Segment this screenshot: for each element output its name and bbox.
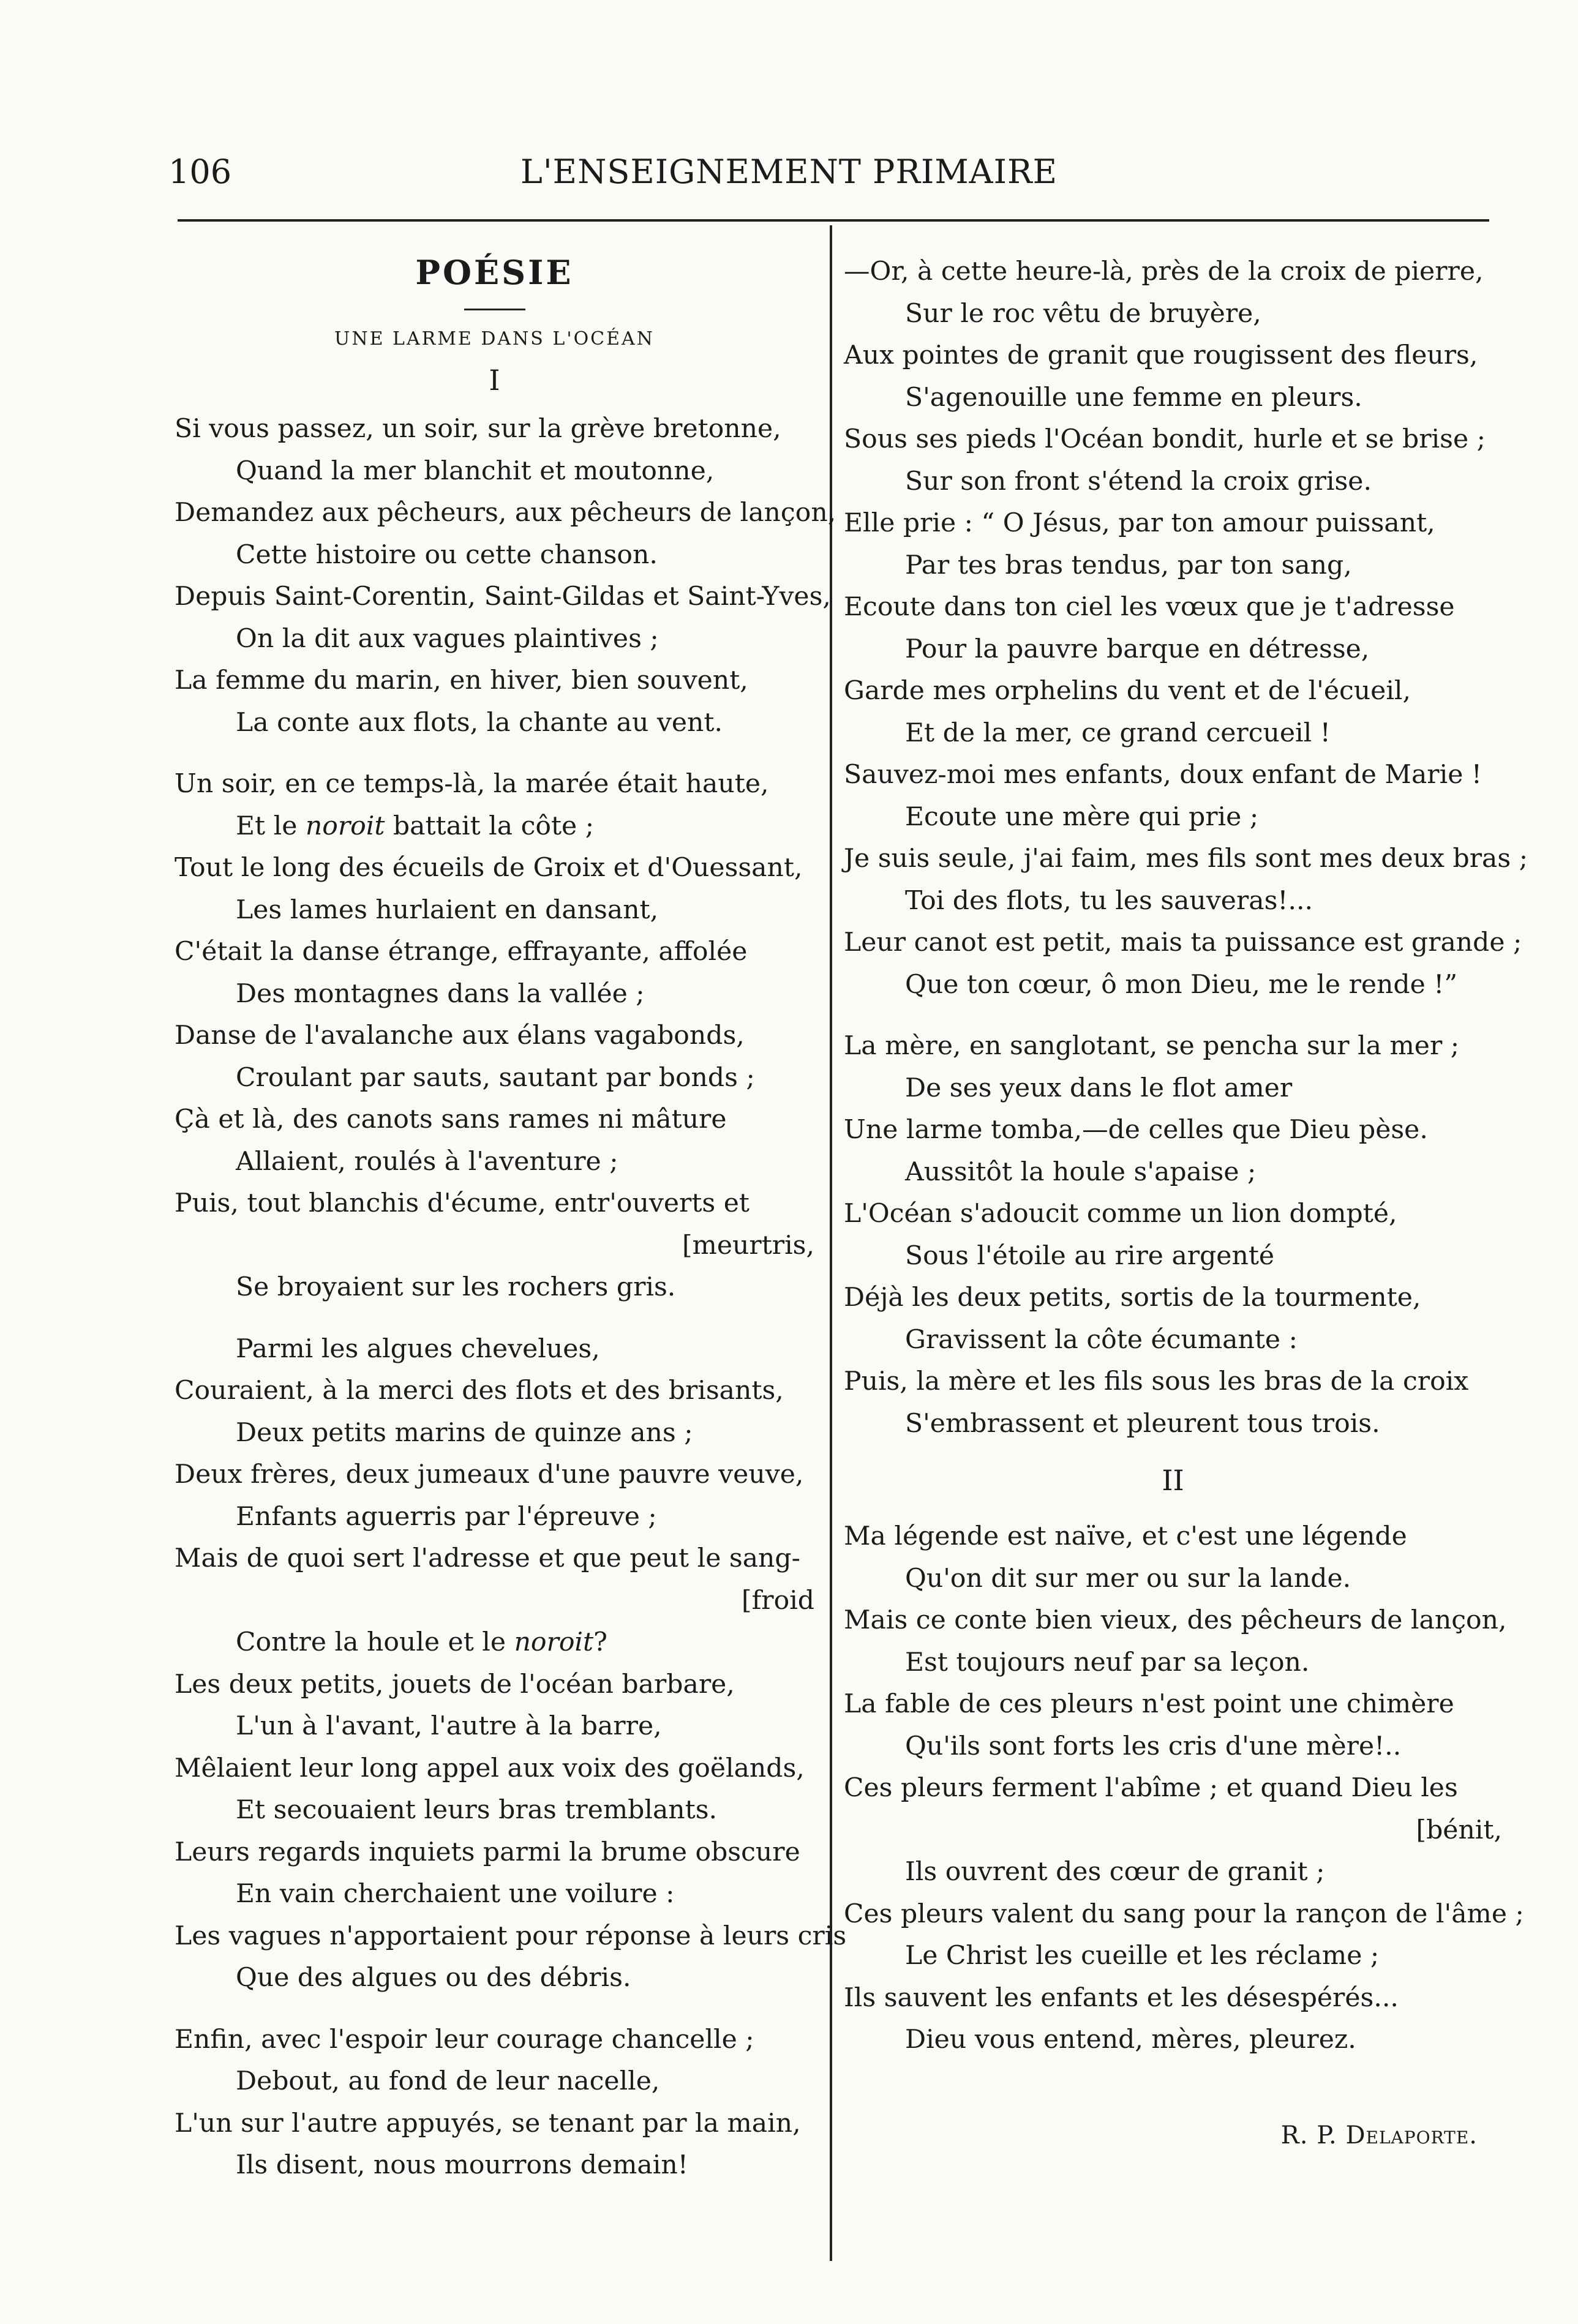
verse-line: L'un à l'avant, l'autre à la barre, — [236, 1711, 662, 1741]
verse-line: On la dit aux vagues plaintives ; — [236, 623, 659, 654]
verse-line: Sur son front s'étend la croix grise. — [905, 466, 1372, 497]
verse-line: [meurtris, — [682, 1230, 814, 1261]
verse-line: Danse de l'avalanche aux élans vagabonds, — [175, 1021, 745, 1051]
verse-line: Mais ce conte bien vieux, des pêcheurs de lançon, — [844, 1605, 1507, 1635]
verse-line: Sur le roc vêtu de bruyère, — [905, 298, 1261, 329]
verse-line: Puis, tout blanchis d'écume, entr'ouverts et — [175, 1188, 750, 1218]
verse-line: Et secouaient leurs bras tremblants. — [236, 1795, 718, 1825]
verse-line: Les lames hurlaient en dansant, — [236, 894, 659, 925]
verse-line: Ecoute une mère qui prie ; — [905, 801, 1259, 832]
verse-line: Les deux petits, jouets de l'océan barbare, — [175, 1669, 735, 1700]
verse-line: Pour la pauvre barque en détresse, — [905, 634, 1370, 664]
page-number: 106 — [168, 152, 232, 191]
verse-line: Sous ses pieds l'Océan bondit, hurle et se brise ; — [844, 424, 1486, 454]
verse-line: Déjà les deux petits, sortis de la tourmente, — [844, 1283, 1421, 1313]
left-column — [175, 251, 847, 2187]
verse-line: —Or, à cette heure-là, près de la croix de pierre, — [844, 257, 1484, 287]
verse-line: Une larme tomba,—de celles que Dieu pèse. — [844, 1115, 1428, 1145]
verse-line: Je suis seule, j'ai faim, mes fils sont mes deux bras ; — [844, 844, 1528, 874]
part-number-2: II — [1162, 1464, 1184, 1497]
verse-line: Cette histoire ou cette chanson. — [236, 539, 658, 570]
verse-line: L'Océan s'adoucit comme un lion dompté, — [844, 1199, 1397, 1229]
verse-line: Un soir, en ce temps-là, la marée était haute, — [175, 769, 769, 799]
verse-line: Sous l'étoile au rire argenté — [905, 1240, 1275, 1271]
right-stanzas-part1 — [844, 251, 1528, 1445]
verse-line: Par tes bras tendus, par ton sang, — [905, 550, 1352, 580]
verse-line: Deux frères, deux jumeaux d'une pauvre veuve, — [175, 1460, 804, 1490]
verse-line: Mais de quoi sert l'adresse et que peut le sang- — [175, 1543, 800, 1573]
verse-line: Deux petits marins de quinze ans ; — [236, 1417, 693, 1448]
title-rule — [464, 309, 525, 310]
verse-line: Mêlaient leur long appel aux voix des goëlands, — [175, 1753, 805, 1783]
page-header — [0, 151, 1578, 193]
verse-line: Çà et là, des canots sans rames ni mâture — [175, 1104, 727, 1134]
verse-line: Ils sauvent les enfants et les désespérés... — [844, 1982, 1399, 2013]
verse-line: Puis, la mère et les fils sous les bras de la croix — [844, 1366, 1469, 1396]
verse-line: S'agenouille une femme en pleurs. — [905, 382, 1362, 413]
header-rule — [178, 219, 1489, 222]
verse-line: Parmi les algues chevelues, — [236, 1333, 600, 1364]
verse-line: Si vous passez, un soir, sur la grève bretonne, — [175, 414, 781, 444]
verse-line: Ces pleurs ferment l'abîme ; et quand Dieu les — [844, 1773, 1458, 1803]
verse-line: La conte aux flots, la chante au vent. — [236, 707, 723, 738]
right-column — [844, 251, 1528, 2157]
verse-line: L'un sur l'autre appuyés, se tenant par la main, — [175, 2108, 801, 2138]
verse-line: Leur canot est petit, mais ta puissance est grande ; — [844, 928, 1522, 958]
verse-line: En vain cherchaient une voilure : — [236, 1879, 675, 1909]
right-stanzas-part2 — [844, 1516, 1524, 2061]
verse-line: C'était la danse étrange, effrayante, affolée — [175, 937, 748, 967]
verse-line: Ils disent, nous mourrons demain! — [236, 2150, 688, 2180]
verse-line: Contre la houle et le noroit? — [236, 1627, 607, 1657]
verse-line: Allaient, roulés à l'aventure ; — [236, 1146, 618, 1177]
left-stanzas — [175, 408, 847, 2187]
verse-line: De ses yeux dans le flot amer — [905, 1073, 1293, 1103]
section-title: POÉSIE — [415, 253, 574, 292]
verse-line: Ma légende est naïve, et c'est une légende — [844, 1521, 1407, 1551]
verse-line: Se broyaient sur les rochers gris. — [236, 1272, 676, 1302]
verse-line: Elle prie : “ O Jésus, par ton amour puissant, — [844, 508, 1435, 538]
verse-line: Que ton cœur, ô mon Dieu, me le rende !” — [905, 969, 1458, 1000]
verse-line: Quand la mer blanchit et moutonne, — [236, 455, 715, 486]
column-divider — [830, 225, 832, 2261]
verse-line: Des montagnes dans la vallée ; — [236, 978, 645, 1009]
verse-line: Tout le long des écueils de Groix et d'Ouessant, — [175, 853, 803, 883]
stanza — [175, 1329, 847, 2000]
verse-line: Croulant par sauts, sautant par bonds ; — [236, 1062, 755, 1093]
author-signature: R. P. Delaporte. — [1280, 2121, 1478, 2150]
verse-line: Et le noroit battait la côte ; — [236, 811, 595, 841]
verse-line: [froid — [741, 1585, 814, 1616]
verse-line: La fable de ces pleurs n'est point une chimère — [844, 1689, 1454, 1719]
verse-line: Enfin, avec l'espoir leur courage chancelle ; — [175, 2024, 754, 2055]
stanza — [844, 1025, 1502, 1445]
stanza — [175, 763, 814, 1309]
verse-line: Ces pleurs valent du sang pour la rançon de l'âme ; — [844, 1899, 1524, 1929]
verse-line: S'embrassent et pleurent tous trois. — [905, 1408, 1380, 1439]
stanza — [844, 1516, 1524, 2061]
verse-line: Qu'ils sont forts les cris d'une mère!.. — [905, 1731, 1402, 1761]
part-number-1: I — [489, 364, 500, 397]
verse-line: Enfants aguerris par l'épreuve ; — [236, 1501, 657, 1532]
verse-line: Toi des flots, tu les sauveras!... — [905, 885, 1313, 916]
verse-line: Depuis Saint-Corentin, Saint-Gildas et Saint-Yves, — [175, 582, 831, 612]
verse-line: Est toujours neuf par sa leçon. — [905, 1647, 1310, 1677]
verse-line: Couraient, à la merci des flots et des brisants, — [175, 1376, 784, 1406]
verse-line: Et de la mer, ce grand cercueil ! — [905, 718, 1331, 748]
verse-line: Leurs regards inquiets parmi la brume obscure — [175, 1837, 800, 1867]
verse-line: La femme du marin, en hiver, bien souvent, — [175, 665, 748, 695]
verse-line: Les vagues n'apportaient pour réponse à leurs cris — [175, 1921, 847, 1951]
verse-line: Aussitôt la houle s'apaise ; — [905, 1156, 1257, 1187]
verse-line: Le Christ les cueille et les réclame ; — [905, 1941, 1380, 1971]
verse-line: Gravissent la côte écumante : — [905, 1324, 1298, 1355]
verse-line: Aux pointes de granit que rougissent des fleurs, — [844, 340, 1478, 370]
stanza — [844, 251, 1528, 1006]
verse-line: Que des algues ou des débris. — [236, 1963, 631, 1993]
stanza — [175, 408, 836, 744]
verse-line: [bénit, — [1416, 1815, 1502, 1845]
verse-line: Debout, au fond de leur nacelle, — [236, 2066, 660, 2096]
verse-line: Sauvez-moi mes enfants, doux enfant de Marie ! — [844, 760, 1482, 790]
verse-line: Ecoute dans ton ciel les vœux que je t'adresse — [844, 592, 1455, 622]
verse-line: Dieu vous entend, mères, pleurez. — [905, 2025, 1356, 2055]
verse-line: Qu'on dit sur mer ou sur la lande. — [905, 1563, 1351, 1594]
verse-line: Demandez aux pêcheurs, aux pêcheurs de lançon, — [175, 498, 836, 528]
running-title: L'ENSEIGNEMENT PRIMAIRE — [520, 152, 1058, 191]
verse-line: Garde mes orphelins du vent et de l'écueil, — [844, 676, 1411, 706]
stanza — [175, 2019, 814, 2187]
poem-title: UNE LARME DANS L'OCÉAN — [334, 328, 655, 350]
verse-line: La mère, en sanglotant, se pencha sur la mer ; — [844, 1031, 1460, 1061]
verse-line: Ils ouvrent des cœur de granit ; — [905, 1857, 1325, 1887]
